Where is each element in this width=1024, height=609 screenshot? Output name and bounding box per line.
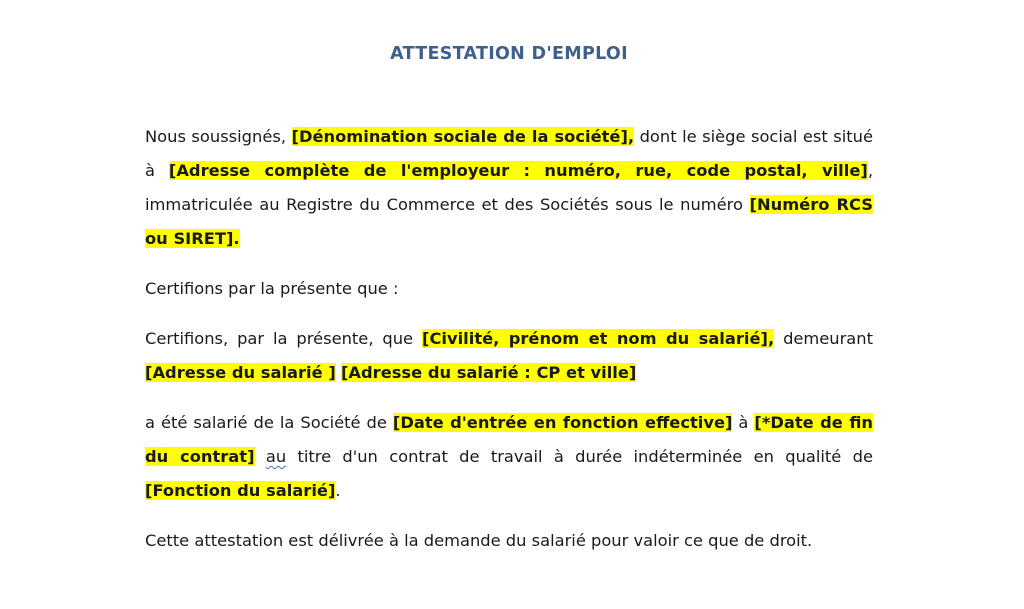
paragraph-employee [145,322,873,390]
placeholder-rcs-number[interactable]: [Numéro RCS ou SIRET]. [145,195,873,248]
document-body [145,120,873,558]
document-title: ATTESTATION D'EMPLOI [390,44,628,64]
text-segment: , immatriculée au Registre du Commerce et des Sociétés sous le numéro [145,161,873,214]
text-segment: . [335,481,341,500]
text-segment [255,447,266,466]
placeholder-employer-address[interactable]: [Adresse complète de l'employeur : numéro, rue, code postal, ville] [168,161,868,180]
text-segment: Certifions, par la présente, que [145,329,422,348]
text-segment: demeurant [774,329,873,348]
spellcheck-word[interactable]: au [265,447,287,466]
placeholder-employee-postal-city[interactable]: [Adresse du salarié : CP et ville] [340,363,637,382]
paragraph-closing: Cette attestation est délivrée à la demande du salarié pour valoir ce que de droit. [145,531,813,550]
paragraph-employment [145,406,873,508]
paragraph-employer [145,120,873,256]
placeholder-employee-address[interactable]: [Adresse du salarié ] [145,363,336,382]
placeholder-position[interactable]: [Fonction du salarié] [145,481,336,500]
text-segment: Nous soussignés, [145,127,292,146]
text-segment: a été salarié de la Société de [145,413,393,432]
text-segment: dont le siège social est situé à [145,127,874,180]
placeholder-company-name[interactable]: [Dénomination sociale de la société], [291,127,635,146]
placeholder-employee-name[interactable]: [Civilité, prénom et nom du salarié], [422,329,775,348]
placeholder-start-date[interactable]: [Date d'entrée en fonction effective] [392,413,733,432]
text-segment: titre d'un contrat de travail à durée indéterminée en qualité de [286,447,873,466]
placeholder-end-date[interactable]: [*Date de fin du contrat] [145,413,873,466]
paragraph-certify: Certifions par la présente que : [145,279,399,298]
text-segment: à [732,413,755,432]
